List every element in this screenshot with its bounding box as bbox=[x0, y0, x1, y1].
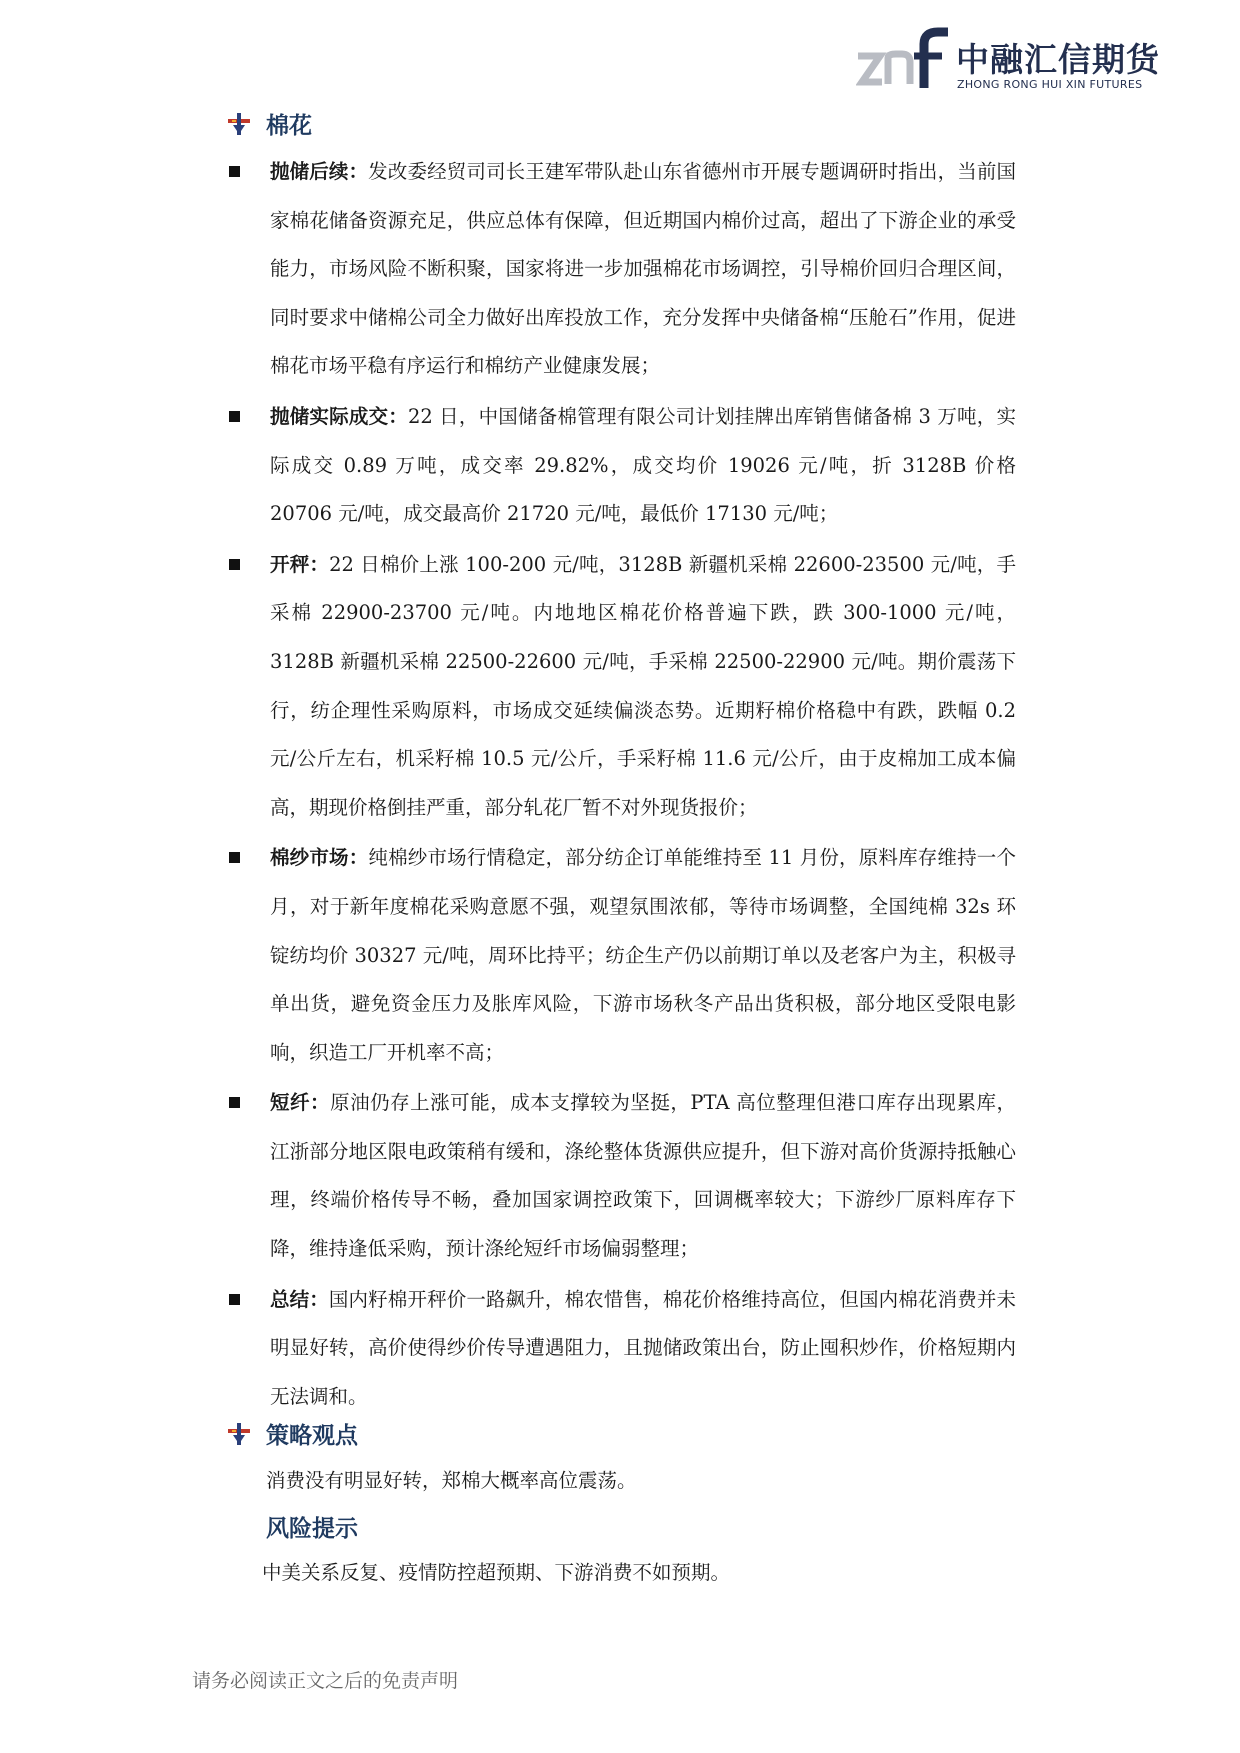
bullet-lead: 短纤： bbox=[270, 1091, 331, 1115]
list-item bbox=[226, 1276, 1016, 1422]
bullet-text: 原油仍存上涨可能，成本支撑较为坚挺，PTA 高位整理但港口库存出现累库，江浙部分地区限电政策稍有缓和，涤纶整体货源供应提升，但下游对高价货源持抵触心理，终端价格传导不畅，叠加国家调控政策下，回调概率较大；下游纱厂原料库存下降，维持逢低采购，预计涤纶短纤市场偏弱整理； bbox=[270, 1091, 1016, 1261]
section-arrow-icon bbox=[226, 1421, 252, 1447]
bullet-square-icon bbox=[229, 411, 240, 422]
risk-text: 中美关系反复、疫情防控超预期、下游消费不如预期。 bbox=[262, 1561, 731, 1584]
bullet-lead: 总结： bbox=[270, 1287, 329, 1311]
bullet-lead: 棉纱市场： bbox=[270, 846, 369, 870]
list-item bbox=[226, 148, 1016, 391]
list-item bbox=[226, 393, 1016, 539]
bullet-text: 纯棉纱市场行情稳定，部分纺企订单能维持至 11 月份，原料库存维持一个月，对于新年度棉花采购意愿不强，观望氛围浓郁，等待市场调整，全国纯棉 32s 环锭纺均价 30327 元/吨，周环比持平；纺企生产仍以前期订单以及老客户为主，积极寻单出货，避免资金压力及胀库风险，下游市场秋冬产品出货积极，部分地区受限电影响，织造工厂开机率不高； bbox=[270, 846, 1016, 1064]
logo-chinese-name: 中融汇信期货 bbox=[956, 40, 1160, 79]
company-logo bbox=[856, 26, 1160, 91]
list-item bbox=[226, 1079, 1016, 1273]
bullet-text: 发改委经贸司司长王建军带队赴山东省德州市开展专题调研时指出，当前国家棉花储备资源充足，供应总体有保障，但近期国内棉价过高，超出了下游企业的承受能力，市场风险不断积聚，国家将进一步加强棉花市场调控，引导棉价回归合理区间，同时要求中储棉公司全力做好出库投放工作，充分发挥中央储备棉“压舱石”作用，促进棉花市场平稳有序运行和棉纺产业健康发展； bbox=[270, 160, 1016, 378]
bullet-square-icon bbox=[229, 852, 240, 863]
section-heading-cotton bbox=[226, 107, 312, 140]
list-item bbox=[226, 834, 1016, 1077]
bullet-square-icon bbox=[229, 559, 240, 570]
bullet-text: 22 日棉价上涨 100-200 元/吨，3128B 新疆机采棉 22600-23500 元/吨，手采棉 22900-23700 元/吨。内地地区棉花价格普遍下跌，跌 300-1000 元/吨，3128B 新疆机采棉 22500-22600 元/吨，手采棉 22500-22900 元/吨。期价震荡下行，纺企理性采购原料，市场成交延续偏淡态势。近期籽棉价格稳中有跌，跌幅 0.2 元/公斤左右，机采籽棉 10.5 元/公斤，手采籽棉 11.6 元/公斤，由于皮棉加工成本偏高，期现价格倒挂严重，部分轧花厂暂不对外现货报价； bbox=[270, 552, 1017, 819]
logo-english-name: ZHONG RONG HUI XIN FUTURES bbox=[957, 78, 1143, 91]
strategy-text: 消费没有明显好转，郑棉大概率高位震荡。 bbox=[266, 1469, 637, 1492]
section-heading-strategy bbox=[226, 1417, 358, 1450]
bullet-square-icon bbox=[229, 1294, 240, 1305]
risk-title: 风险提示 bbox=[266, 1516, 358, 1542]
bullet-text: 国内籽棉开秤价一路飙升，棉农惜售，棉花价格维持高位，但国内棉花消费并未明显好转，高价使得纱价传导遭遇阻力，且抛储政策出台，防止囤积炒作，价格短期内无法调和。 bbox=[270, 1287, 1016, 1408]
bullet-square-icon bbox=[229, 166, 240, 177]
section-title: 策略观点 bbox=[266, 1423, 358, 1449]
disclaimer-note: 请务必阅读正文之后的免责声明 bbox=[192, 1670, 459, 1692]
section-arrow-icon bbox=[226, 111, 252, 137]
cotton-bullet-list bbox=[226, 148, 1016, 1421]
bullet-text: 22 日，中国储备棉管理有限公司计划挂牌出库销售储备棉 3 万吨，实际成交 0.89 万吨，成交率 29.82%，成交均价 19026 元/吨，折 3128B 价格 20706 元/吨，成交最高价 21720 元/吨，最低价 17130 元/吨； bbox=[270, 404, 1016, 526]
section-title: 棉花 bbox=[266, 113, 312, 139]
bullet-lead: 开秤： bbox=[270, 552, 330, 576]
bullet-square-icon bbox=[229, 1097, 240, 1108]
bullet-lead: 抛储后续： bbox=[270, 160, 369, 183]
list-item bbox=[226, 541, 1016, 833]
bullet-lead: 抛储实际成交： bbox=[270, 404, 408, 428]
znf-logo-icon bbox=[856, 26, 952, 90]
